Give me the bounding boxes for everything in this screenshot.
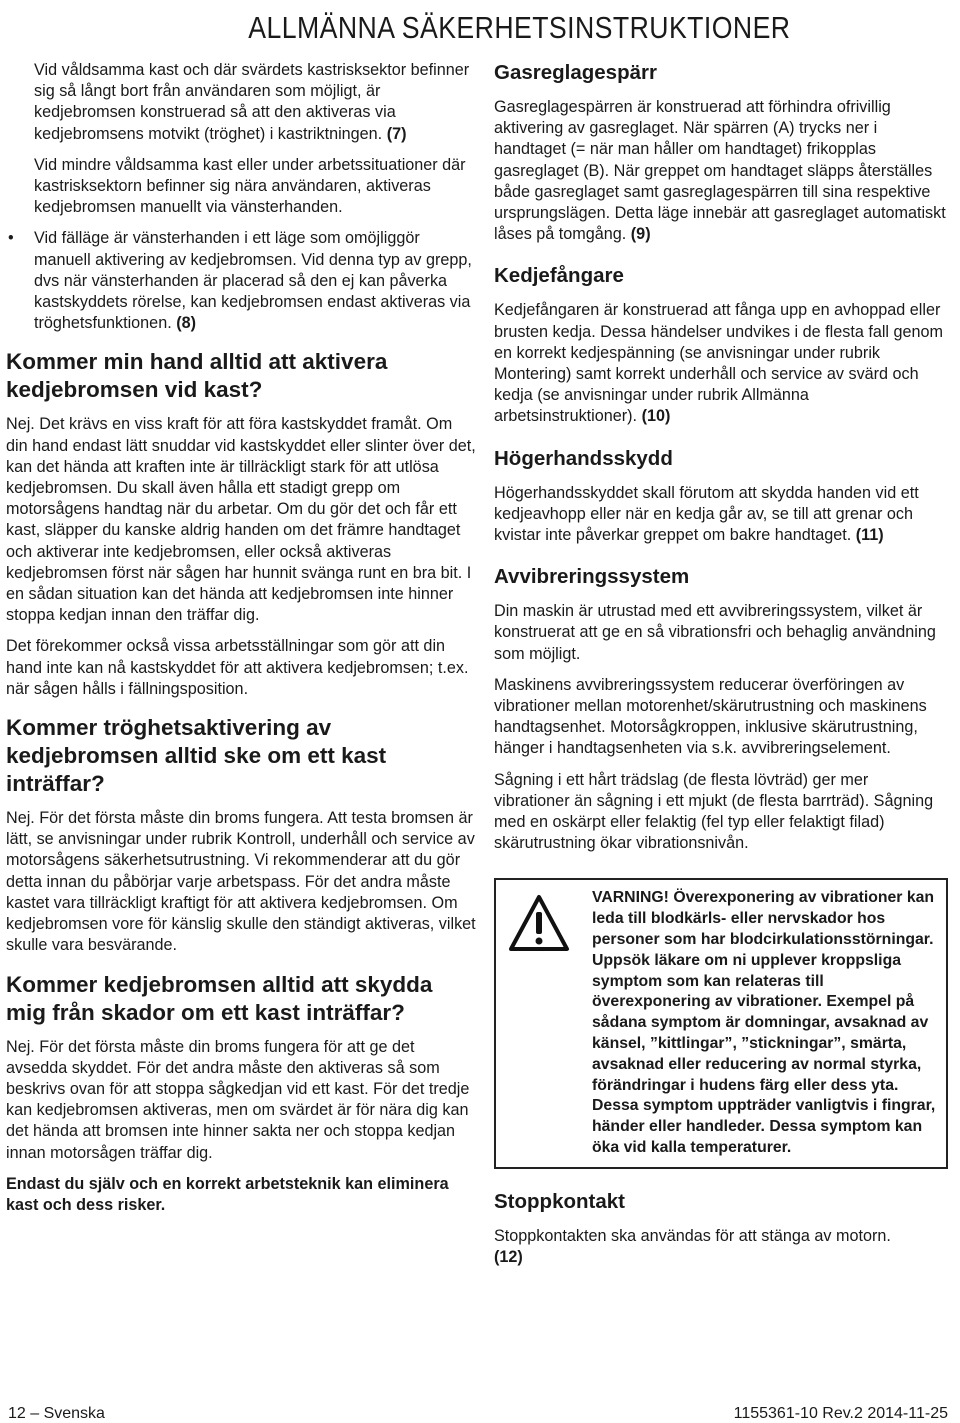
paragraph: Nej. För det första måste din broms fungera. Att testa bromsen är lätt, se anvisningar under rubrik Kontroll, underhåll och service av motorsågens säkerhetsutrustning. Vi rekommenderar att du gör detta innan du påbörjar varje arbetspass. För det andra måste kastet vara tillräckligt kraftigt för att aktivera kedjebromsen. Om kedjebromsen vore för känslig skulle den ständigt aktiveras, vilket skulle vara besvärande. <box>6 809 476 955</box>
heading-gasreglagesparr: Gasreglagespärr <box>494 61 657 84</box>
warning-triangle-icon <box>508 894 570 952</box>
bullet-item: • Vid fälläge är vänsterhanden i ett läge som omöjliggör manuell aktivering av kedjebromsen. Vid denna typ av grepp, dvs när vänsterhanden är placerad så den ej kan påverka kastskyddets rörelse, kan kedjebromsen endast aktiveras via tröghetsfunktionen. (8) <box>8 229 472 333</box>
warning-text: VARNING! Överexponering av vibrationer kan leda till blodkärls- eller nervskador hos personer som har blodcirkulationsstörningar. Uppsök läkare om ni upplever kroppsliga symptom som kan relateras till överexponering av vibrationer. Exempel på sådana symptom är domningar, avsaknad av känsel, ”kittlingar”, ”stickningar”, smärta, avsaknad eller reducering av normal styrka, förändringar i hudens färg eller dess yta. Dessa symptom uppträder vanligtvis i fingrar, händer eller handleder. Dessa symptom kan öka vid kalla temperaturer. <box>592 889 936 1157</box>
paragraph: Vid mindre våldsamma kast eller under arbetssituationer där kastrisksektorn befinner sig nära användaren, aktiveras kedjebromsen manuellt via vänsterhanden. <box>34 155 466 217</box>
page-title: ALLMÄNNA SÄKERHETSINSTRUKTIONER <box>247 10 790 45</box>
heading-hogerhandsskydd: Högerhandsskydd <box>494 446 673 470</box>
left-column <box>6 60 476 1226</box>
heading-skydd: Kommer kedjebromsen alltid att skydda mig från skador om ett kast inträffar? <box>6 971 433 1025</box>
paragraph: Sågning i ett hårt trädslag (de flesta lövträd) ger mer vibrationer än sågning i ett mjukt (de flesta barrträd). Sågning med en oskärpt eller felaktig (fel typ eller felaktigt filad) skärutrustning ökar vibrationsnivån. <box>494 770 934 853</box>
right-column <box>494 60 948 1278</box>
paragraph: Högerhandsskyddet skall förutom att skydda handen vid ett kedjeavhopp eller när en kedja går av, se till att grenar och kvistar inte påverkar greppet om bakre handtaget. (11) <box>494 483 919 545</box>
document-reference: 1155361-10 Rev.2 2014-11-25 <box>733 1405 948 1422</box>
heading-stoppkontakt: Stoppkontakt <box>494 1189 625 1213</box>
paragraph-emphasis: Endast du själv och en korrekt arbetsteknik kan eliminera kast och dess risker. <box>6 1174 449 1214</box>
paragraph: Stoppkontakten ska användas för att stänga av motorn. (12) <box>494 1226 891 1267</box>
paragraph: Nej. Det krävs en viss kraft för att föra kastskyddet framåt. Om din hand endast lätt snuddar vid kastskyddet eller slinter över det, kan det hända att kraften inte är tillräckligt stark för att utlösa kedjebromsen. Du skall även hålla ett stadigt grepp om motorsågens handtag när du arbetar. Om du gör det och får ett kast, släpper du kanske aldrig handen om det främre handtaget och aktiverar inte kedjebromsen, eller också aktiveras kedjebromsen först när sågen har hunnit svänga runt en bra bit. I en sådan situation kan det hända att kedjebromsen inte hinner stoppa kedjan innan den träffar dig. <box>6 415 476 625</box>
paragraph: Kedjefångaren är konstruerad att fånga upp en avhoppad eller brusten kedja. Dessa händelser undvikes i de flesta fall genom en korrekt kedjespänning (se anvisningar under rubrik Montering) samt korrekt underhåll och service av svärd och kedja (se anvisningar under rubrik Allmänna arbetsinstruktioner). (10) <box>494 301 944 426</box>
paragraph: Din maskin är utrustad med ett avvibreringssystem, vilket är konstruerat att ge en så vibrationsfri och behaglig användning som möjligt. <box>494 602 936 663</box>
warning-box <box>494 878 948 1168</box>
paragraph: Vid våldsamma kast och där svärdets kastrisksektor befinner sig så långt bort från användaren som möjligt, är kedjebromsen konstruerad så att den aktiveras via kedjebromsens motvikt (tröghet) i kastriktningen. (7) <box>34 61 470 143</box>
heading-kedjefangare: Kedjefångare <box>494 264 624 288</box>
bullet-icon: • <box>8 229 14 248</box>
paragraph: Gasreglagespärren är konstruerad att förhindra ofrivillig aktivering av gasreglaget. När spärren (A) trycks ner i handtaget (= när man håller om handtaget) frikopplas gasreglaget (B). När greppet om handtaget släpps återställes både gasreglaget samt gasreglagespärren till sina respektive ursprungslägen. Detta läge innebär att gasreglaget automatiskt låses på tomgång. (9) <box>494 98 946 244</box>
paragraph: Det förekommer också vissa arbetsställningar som gör att din hand inte kan nå kastskyddet för att aktivera kedjebromsen; t.ex. när sågen hålls i fällningsposition. <box>6 637 469 698</box>
page-number: 12 – Svenska <box>8 1405 105 1422</box>
heading-hand: Kommer min hand alltid att aktivera kedjebromsen vid kast? <box>6 349 388 403</box>
paragraph: Nej. För det första måste din broms fungera för att ge det avsedda skyddet. För det andra måste den aktiveras så som beskrivs ovan för att stoppa sågkedjan vid ett kast. För det tredje kan kedjebromsen aktiveras, men om svärdet är för nära dig kan det hända att bromsen inte hinner sakta ner och stoppa kedjan innan motorsågen träffar dig. <box>6 1037 470 1162</box>
heading-troghet: Kommer tröghetsaktivering av kedjebromsen alltid ske om ett kast inträffar? <box>6 715 387 797</box>
heading-avvibreringssystem: Avvibreringssystem <box>494 565 690 589</box>
paragraph: Maskinens avvibreringssystem reducerar överföringen av vibrationer mellan motorenhet/skärutrustning och maskinens handtagsenhet. Motorsågkroppen, inklusive skärutrustning, hänger i handtagsenheten via s.k. avvibreringselement. <box>494 675 927 758</box>
